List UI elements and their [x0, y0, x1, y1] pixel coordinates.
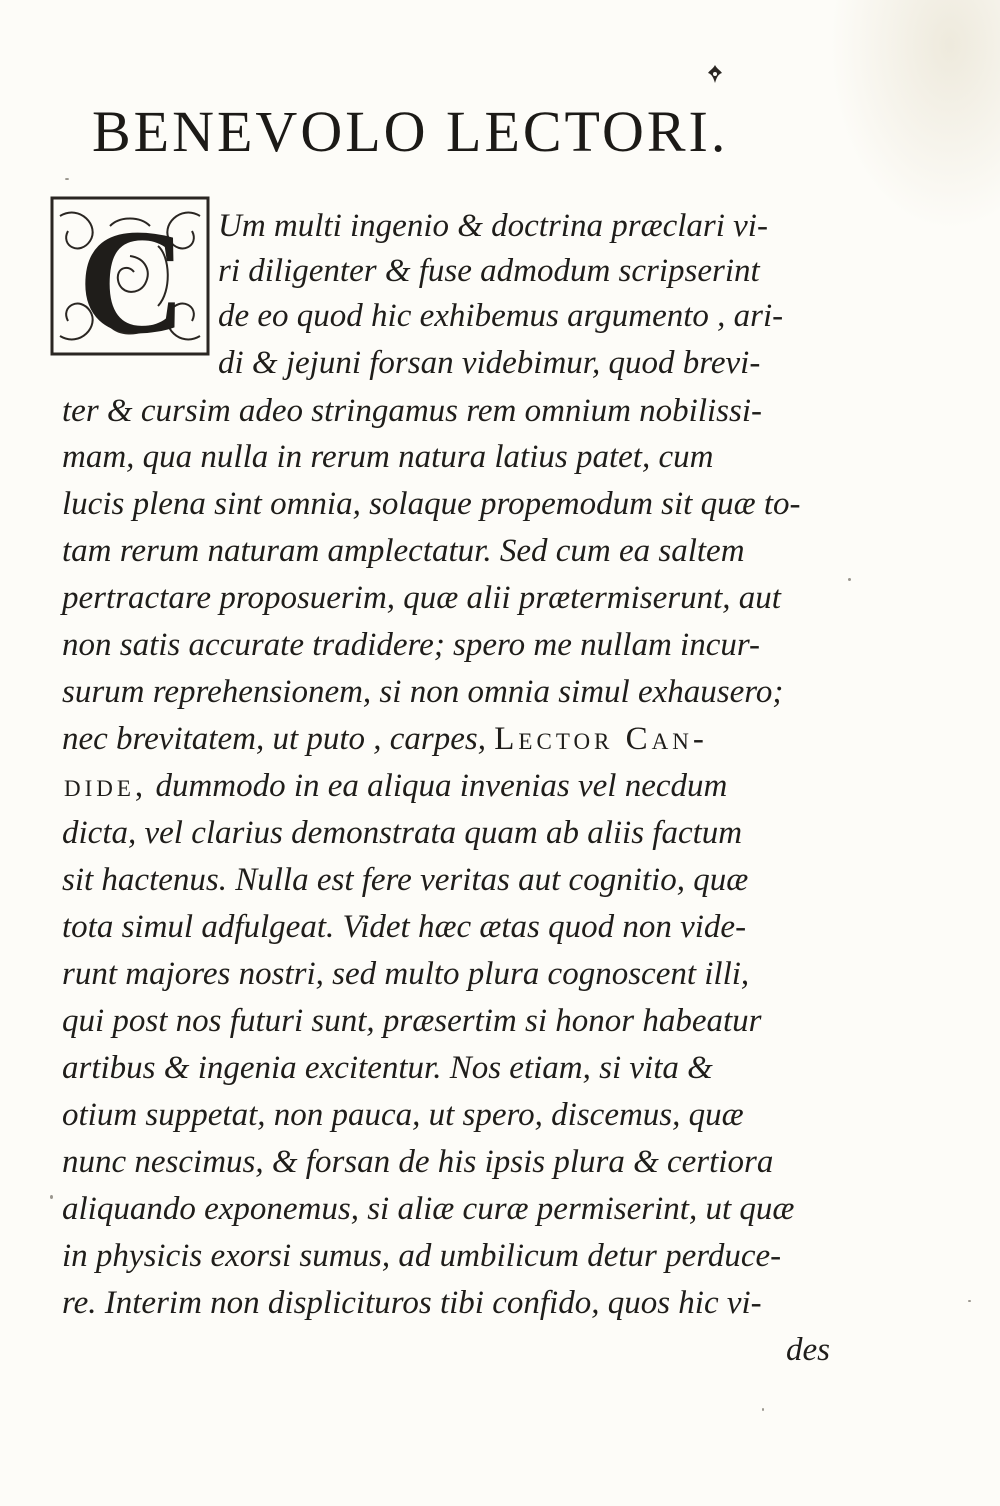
smallcaps-lector-candide: Lector Can- [494, 721, 708, 757]
ornamental-initial-c [50, 196, 210, 356]
paper-speck [762, 1408, 764, 1411]
smallcaps-dide-word: dide, [64, 768, 148, 804]
text-line-15: sit hactenus. Nulla est fere veritas aut cognitio, quæ [62, 862, 749, 898]
svg-text:C: C [78, 199, 187, 356]
page-title: BENEVOLO LECTORI. [92, 99, 729, 164]
paper-speck [65, 178, 69, 180]
text-line-13-italic: dummodo in ea aliqua invenias vel necdum [147, 768, 728, 804]
text-line-9: pertractare proposuerim, quæ alii prætermiserunt, aut [62, 580, 781, 616]
text-line-20: otium suppetat, non pauca, ut spero, discemus, quæ [62, 1097, 744, 1133]
text-line-23: in physicis exorsi sumus, ad umbilicum detur perduce- [62, 1238, 782, 1274]
text-line-11: surum reprehensionem, si non omnia simul exhausero; [62, 674, 784, 710]
text-line-24: re. Interim non displicituros tibi confido, quos hic vi- [62, 1285, 762, 1321]
text-line-2: ri diligenter & fuse admodum scripserint [218, 253, 760, 289]
printer-ornament-icon [705, 63, 725, 85]
text-line-4: di & jejuni forsan videbimur, quod brevi- [218, 345, 761, 381]
text-line-21: nunc nescimus, & forsan de his ipsis plura & certiora [62, 1144, 774, 1180]
text-line-12 [62, 718, 848, 760]
text-line-17: runt majores nostri, sed multo plura cognoscent illi, [62, 956, 750, 992]
text-line-12-italic: nec brevitatem, ut puto , carpes, [62, 721, 487, 757]
text-line-14: dicta, vel clarius demonstrata quam ab aliis factum [62, 815, 743, 851]
text-line-1: Um multi ingenio & doctrina præclari vi- [218, 208, 768, 244]
paper-speck [848, 578, 851, 581]
paper-speck [968, 1300, 971, 1302]
text-line-7: lucis plena sint omnia, solaque propemodum sit quæ to- [62, 486, 801, 522]
text-line-6: mam, qua nulla in rerum natura latius patet, cum [62, 439, 714, 475]
text-line-16: tota simul adfulgeat. Videt hæc ætas quod non vide- [62, 909, 747, 945]
text-line-18: qui post nos futuri sunt, præsertim si honor habeatur [62, 1003, 762, 1039]
text-line-8: tam rerum naturam amplectatur. Sed cum ea saltem [62, 533, 745, 569]
text-line-5: ter & cursim adeo stringamus rem omnium nobilissi- [62, 393, 763, 429]
catchword: des [786, 1332, 830, 1368]
text-line-10: non satis accurate tradidere; spero me nullam incur- [62, 627, 761, 663]
text-line-3: de eo quod hic exhibemus argumento , ari- [218, 298, 784, 334]
text-line-13-full [64, 765, 850, 807]
paper-speck [50, 1195, 53, 1199]
text-line-22: aliquando exponemus, si aliæ curæ permiserint, ut quæ [62, 1191, 795, 1227]
text-line-19: artibus & ingenia excitentur. Nos etiam, si vita & [62, 1050, 713, 1086]
